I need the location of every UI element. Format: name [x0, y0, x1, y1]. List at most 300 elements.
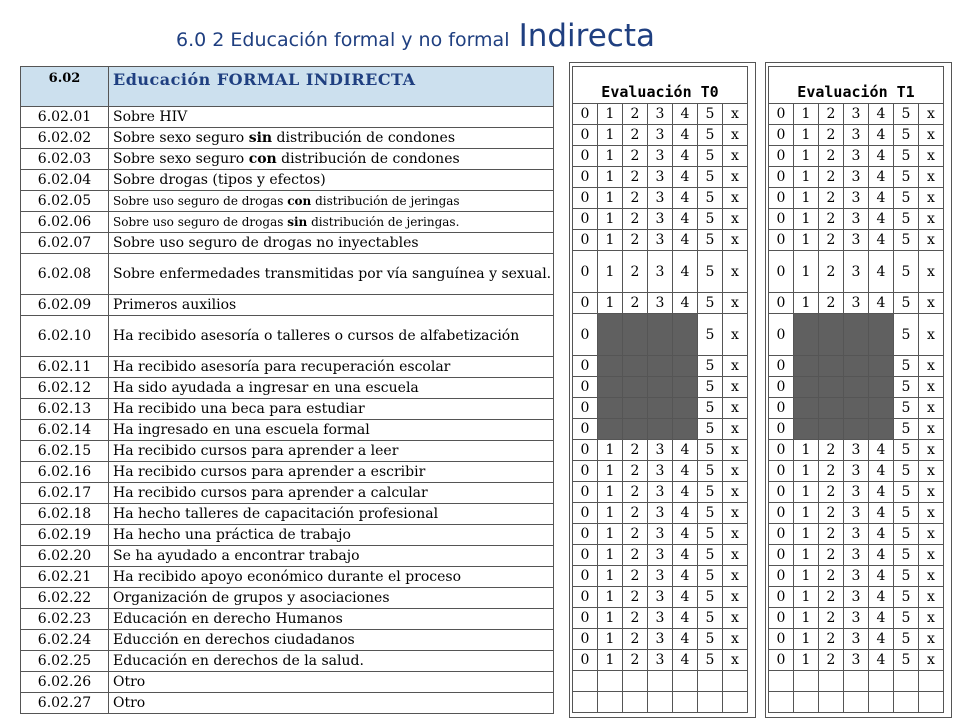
score-option[interactable]: 4 [869, 125, 894, 146]
score-option[interactable]: 2 [819, 587, 844, 608]
score-option[interactable]: x [919, 230, 944, 251]
score-option[interactable]: 2 [819, 104, 844, 125]
score-option[interactable]: 1 [794, 230, 819, 251]
score-option[interactable]: 3 [844, 104, 869, 125]
score-option[interactable]: 2 [819, 524, 844, 545]
score-cell-empty[interactable] [769, 692, 794, 713]
score-option[interactable]: 4 [869, 230, 894, 251]
score-option[interactable]: 2 [623, 251, 648, 293]
score-option[interactable]: 3 [844, 608, 869, 629]
score-option[interactable]: 4 [869, 104, 894, 125]
score-option[interactable]: 0 [769, 167, 794, 188]
score-option[interactable]: 1 [794, 482, 819, 503]
score-option[interactable]: 0 [769, 356, 794, 377]
score-cell-empty[interactable] [648, 671, 673, 692]
score-cell-empty[interactable] [598, 692, 623, 713]
score-option[interactable]: x [723, 650, 748, 671]
score-option[interactable]: 3 [648, 188, 673, 209]
score-option[interactable]: 4 [673, 503, 698, 524]
score-option[interactable]: x [919, 125, 944, 146]
score-cell-empty[interactable] [698, 692, 723, 713]
score-option[interactable]: 0 [769, 419, 794, 440]
score-option[interactable]: x [723, 545, 748, 566]
score-option[interactable]: x [723, 440, 748, 461]
score-cell-empty[interactable] [919, 692, 944, 713]
score-option[interactable]: 1 [598, 167, 623, 188]
score-option[interactable]: 1 [598, 482, 623, 503]
score-option[interactable]: x [723, 293, 748, 314]
score-option[interactable]: 4 [869, 167, 894, 188]
score-cell-empty[interactable] [794, 692, 819, 713]
score-cell-empty[interactable] [573, 692, 598, 713]
score-option[interactable]: 5 [698, 587, 723, 608]
score-option[interactable]: 5 [894, 566, 919, 587]
score-option[interactable]: 2 [819, 503, 844, 524]
score-option[interactable]: 0 [769, 209, 794, 230]
score-option[interactable]: 5 [698, 608, 723, 629]
score-option[interactable]: 0 [573, 146, 598, 167]
score-option[interactable]: 4 [869, 650, 894, 671]
score-option[interactable]: x [723, 398, 748, 419]
score-option[interactable]: x [919, 146, 944, 167]
score-option[interactable]: 5 [894, 356, 919, 377]
score-option[interactable]: 3 [648, 608, 673, 629]
score-option[interactable]: 2 [819, 650, 844, 671]
score-option[interactable]: 2 [819, 167, 844, 188]
score-option[interactable]: x [723, 503, 748, 524]
score-option[interactable]: x [723, 125, 748, 146]
score-option[interactable]: 2 [623, 629, 648, 650]
score-cell-empty[interactable] [869, 671, 894, 692]
score-option[interactable]: 0 [573, 419, 598, 440]
score-option[interactable]: 4 [673, 608, 698, 629]
score-option[interactable]: 1 [794, 524, 819, 545]
score-option[interactable]: 5 [698, 461, 723, 482]
score-option[interactable]: 2 [819, 461, 844, 482]
score-option[interactable]: 0 [769, 377, 794, 398]
score-option[interactable]: 0 [573, 629, 598, 650]
score-option[interactable]: 5 [698, 314, 723, 356]
score-option[interactable]: 3 [648, 566, 673, 587]
score-option[interactable]: 5 [698, 566, 723, 587]
score-option[interactable]: x [919, 524, 944, 545]
score-option[interactable]: 5 [698, 650, 723, 671]
score-option[interactable]: 2 [819, 440, 844, 461]
score-option[interactable]: 1 [598, 587, 623, 608]
score-option[interactable]: 0 [573, 503, 598, 524]
score-option[interactable]: x [723, 230, 748, 251]
score-option[interactable]: 0 [769, 503, 794, 524]
score-option[interactable]: 3 [648, 209, 673, 230]
score-option[interactable]: 2 [819, 566, 844, 587]
score-option[interactable]: 1 [794, 608, 819, 629]
score-cell-empty[interactable] [598, 671, 623, 692]
score-option[interactable]: 4 [673, 545, 698, 566]
score-option[interactable]: 5 [698, 230, 723, 251]
score-cell-empty[interactable] [673, 692, 698, 713]
score-option[interactable]: 3 [648, 650, 673, 671]
score-option[interactable]: 5 [894, 293, 919, 314]
score-option[interactable]: 0 [769, 230, 794, 251]
score-option[interactable]: 4 [869, 188, 894, 209]
score-cell-empty[interactable] [819, 671, 844, 692]
score-option[interactable]: 5 [894, 314, 919, 356]
score-option[interactable]: 5 [894, 629, 919, 650]
score-option[interactable]: 3 [844, 650, 869, 671]
score-option[interactable]: 3 [844, 293, 869, 314]
score-option[interactable]: 2 [623, 545, 648, 566]
score-option[interactable]: 4 [869, 209, 894, 230]
score-option[interactable]: 3 [648, 251, 673, 293]
score-option[interactable]: x [919, 314, 944, 356]
score-option[interactable]: 3 [844, 251, 869, 293]
score-option[interactable]: 1 [794, 440, 819, 461]
score-option[interactable]: 4 [673, 188, 698, 209]
score-option[interactable]: 5 [698, 104, 723, 125]
score-option[interactable]: 4 [673, 209, 698, 230]
score-option[interactable]: 2 [623, 167, 648, 188]
score-option[interactable]: x [919, 251, 944, 293]
score-option[interactable]: 2 [819, 251, 844, 293]
score-option[interactable]: 0 [573, 167, 598, 188]
score-option[interactable]: 3 [648, 482, 673, 503]
score-option[interactable]: 5 [894, 125, 919, 146]
score-option[interactable]: 0 [573, 587, 598, 608]
score-option[interactable]: 1 [794, 251, 819, 293]
score-cell-empty[interactable] [844, 671, 869, 692]
score-option[interactable]: 1 [598, 104, 623, 125]
score-option[interactable]: 0 [769, 608, 794, 629]
score-option[interactable]: 2 [819, 125, 844, 146]
score-option[interactable]: 4 [673, 566, 698, 587]
score-cell-empty[interactable] [648, 692, 673, 713]
score-option[interactable]: 3 [648, 629, 673, 650]
score-option[interactable]: 5 [894, 650, 919, 671]
score-option[interactable]: x [723, 251, 748, 293]
score-option[interactable]: 3 [648, 146, 673, 167]
score-option[interactable]: 0 [769, 461, 794, 482]
score-option[interactable]: 0 [573, 608, 598, 629]
score-option[interactable]: 3 [648, 545, 673, 566]
score-option[interactable]: x [723, 461, 748, 482]
score-option[interactable]: 5 [894, 587, 919, 608]
score-option[interactable]: 1 [794, 461, 819, 482]
score-option[interactable]: 5 [894, 377, 919, 398]
score-option[interactable]: 0 [769, 398, 794, 419]
score-option[interactable]: 4 [869, 587, 894, 608]
score-option[interactable]: 1 [794, 125, 819, 146]
score-option[interactable]: 0 [573, 461, 598, 482]
score-option[interactable]: 0 [573, 377, 598, 398]
score-option[interactable]: 2 [623, 209, 648, 230]
score-option[interactable]: 4 [673, 230, 698, 251]
score-option[interactable]: x [919, 566, 944, 587]
score-option[interactable]: 3 [844, 209, 869, 230]
score-option[interactable]: x [919, 608, 944, 629]
score-option[interactable]: x [723, 608, 748, 629]
score-option[interactable]: 0 [573, 482, 598, 503]
score-option[interactable]: 0 [769, 125, 794, 146]
score-option[interactable]: 1 [794, 587, 819, 608]
score-option[interactable]: 2 [623, 146, 648, 167]
score-option[interactable]: 0 [573, 314, 598, 356]
score-cell-empty[interactable] [869, 692, 894, 713]
score-option[interactable]: 4 [673, 650, 698, 671]
score-option[interactable]: 5 [698, 524, 723, 545]
score-option[interactable]: x [919, 629, 944, 650]
score-option[interactable]: 2 [623, 503, 648, 524]
score-option[interactable]: 5 [894, 398, 919, 419]
score-option[interactable]: 1 [598, 251, 623, 293]
score-option[interactable]: 1 [598, 230, 623, 251]
score-option[interactable]: 1 [794, 167, 819, 188]
score-option[interactable]: 4 [673, 587, 698, 608]
score-option[interactable]: x [723, 377, 748, 398]
score-cell-empty[interactable] [623, 671, 648, 692]
score-option[interactable]: 0 [769, 566, 794, 587]
score-option[interactable]: 5 [698, 440, 723, 461]
score-option[interactable]: 3 [844, 440, 869, 461]
score-option[interactable]: 0 [769, 251, 794, 293]
score-option[interactable]: 0 [573, 356, 598, 377]
score-option[interactable]: x [723, 167, 748, 188]
score-option[interactable]: 1 [794, 209, 819, 230]
score-option[interactable]: 1 [598, 629, 623, 650]
score-option[interactable]: 3 [844, 461, 869, 482]
score-option[interactable]: 5 [698, 503, 723, 524]
score-option[interactable]: 4 [673, 524, 698, 545]
score-option[interactable]: x [919, 419, 944, 440]
score-option[interactable]: 3 [648, 230, 673, 251]
score-option[interactable]: 5 [894, 188, 919, 209]
score-option[interactable]: 4 [869, 482, 894, 503]
score-option[interactable]: 3 [844, 524, 869, 545]
score-option[interactable]: x [919, 545, 944, 566]
score-option[interactable]: 4 [869, 566, 894, 587]
score-cell-empty[interactable] [769, 671, 794, 692]
score-option[interactable]: 2 [623, 125, 648, 146]
score-option[interactable]: 3 [844, 482, 869, 503]
score-option[interactable]: 1 [598, 209, 623, 230]
score-option[interactable]: 1 [794, 188, 819, 209]
score-option[interactable]: 4 [673, 125, 698, 146]
score-option[interactable]: 5 [894, 461, 919, 482]
score-option[interactable]: 2 [819, 230, 844, 251]
score-option[interactable]: 4 [673, 293, 698, 314]
score-option[interactable]: 3 [648, 503, 673, 524]
score-option[interactable]: 1 [598, 461, 623, 482]
score-option[interactable]: 5 [698, 293, 723, 314]
score-option[interactable]: 4 [869, 440, 894, 461]
score-option[interactable]: 5 [698, 545, 723, 566]
score-option[interactable]: 5 [894, 230, 919, 251]
score-option[interactable]: 5 [894, 167, 919, 188]
score-option[interactable]: 0 [769, 545, 794, 566]
score-option[interactable]: 2 [623, 566, 648, 587]
score-option[interactable]: 5 [698, 419, 723, 440]
score-option[interactable]: 0 [573, 293, 598, 314]
score-option[interactable]: 2 [819, 293, 844, 314]
score-option[interactable]: 3 [648, 104, 673, 125]
score-option[interactable]: 1 [794, 545, 819, 566]
score-option[interactable]: x [919, 461, 944, 482]
score-option[interactable]: 2 [623, 461, 648, 482]
score-option[interactable]: 0 [573, 104, 598, 125]
score-option[interactable]: 3 [844, 230, 869, 251]
score-option[interactable]: 3 [844, 587, 869, 608]
score-option[interactable]: 1 [794, 293, 819, 314]
score-option[interactable]: 0 [573, 125, 598, 146]
score-cell-empty[interactable] [819, 692, 844, 713]
score-option[interactable]: 5 [698, 482, 723, 503]
score-option[interactable]: 1 [794, 146, 819, 167]
score-option[interactable]: 1 [598, 440, 623, 461]
score-option[interactable]: 5 [894, 503, 919, 524]
score-option[interactable]: 5 [894, 209, 919, 230]
score-option[interactable]: 0 [769, 440, 794, 461]
score-option[interactable]: 2 [819, 146, 844, 167]
score-option[interactable]: 2 [623, 230, 648, 251]
score-option[interactable]: x [723, 104, 748, 125]
score-option[interactable]: 3 [844, 566, 869, 587]
score-option[interactable]: 0 [573, 524, 598, 545]
score-option[interactable]: 2 [623, 440, 648, 461]
score-option[interactable]: x [723, 356, 748, 377]
score-option[interactable]: 4 [673, 104, 698, 125]
score-option[interactable]: 0 [769, 482, 794, 503]
score-option[interactable]: x [723, 524, 748, 545]
score-option[interactable]: x [723, 209, 748, 230]
score-option[interactable]: x [919, 650, 944, 671]
score-option[interactable]: 0 [769, 188, 794, 209]
score-option[interactable]: 0 [769, 629, 794, 650]
score-option[interactable]: 0 [573, 251, 598, 293]
score-option[interactable]: 1 [794, 104, 819, 125]
score-option[interactable]: x [919, 587, 944, 608]
score-option[interactable]: 1 [598, 566, 623, 587]
score-option[interactable]: 5 [698, 188, 723, 209]
score-option[interactable]: 5 [698, 629, 723, 650]
score-option[interactable]: x [723, 482, 748, 503]
score-option[interactable]: 4 [673, 440, 698, 461]
score-option[interactable]: 3 [648, 167, 673, 188]
score-option[interactable]: 0 [769, 293, 794, 314]
score-option[interactable]: 4 [869, 461, 894, 482]
score-option[interactable]: 3 [844, 167, 869, 188]
score-option[interactable]: 4 [673, 146, 698, 167]
score-option[interactable]: x [919, 503, 944, 524]
score-option[interactable]: 5 [698, 356, 723, 377]
score-option[interactable]: x [723, 314, 748, 356]
score-option[interactable]: 1 [598, 545, 623, 566]
score-option[interactable]: 4 [673, 461, 698, 482]
score-option[interactable]: 0 [769, 146, 794, 167]
score-option[interactable]: 0 [573, 440, 598, 461]
score-option[interactable]: 5 [698, 146, 723, 167]
score-option[interactable]: 5 [894, 146, 919, 167]
score-option[interactable]: 2 [819, 482, 844, 503]
score-option[interactable]: 3 [648, 524, 673, 545]
score-option[interactable]: 1 [598, 293, 623, 314]
score-option[interactable]: 2 [819, 545, 844, 566]
score-option[interactable]: 0 [769, 314, 794, 356]
score-option[interactable]: 3 [648, 461, 673, 482]
score-cell-empty[interactable] [698, 671, 723, 692]
score-option[interactable]: 1 [794, 503, 819, 524]
score-cell-empty[interactable] [723, 692, 748, 713]
score-cell-empty[interactable] [794, 671, 819, 692]
score-option[interactable]: 4 [869, 503, 894, 524]
score-option[interactable]: 3 [648, 125, 673, 146]
score-option[interactable]: x [919, 167, 944, 188]
score-option[interactable]: 2 [623, 650, 648, 671]
score-option[interactable]: 5 [698, 251, 723, 293]
score-option[interactable]: 5 [894, 104, 919, 125]
score-option[interactable]: 0 [769, 104, 794, 125]
score-cell-empty[interactable] [673, 671, 698, 692]
score-option[interactable]: 3 [844, 545, 869, 566]
score-option[interactable]: x [723, 419, 748, 440]
score-option[interactable]: 2 [623, 587, 648, 608]
score-option[interactable]: 1 [598, 650, 623, 671]
score-option[interactable]: 2 [819, 629, 844, 650]
score-option[interactable]: 2 [623, 293, 648, 314]
score-option[interactable]: 5 [894, 608, 919, 629]
score-option[interactable]: x [723, 146, 748, 167]
score-option[interactable]: 1 [598, 188, 623, 209]
score-option[interactable]: 4 [869, 146, 894, 167]
score-cell-empty[interactable] [919, 671, 944, 692]
score-option[interactable]: 5 [698, 398, 723, 419]
score-option[interactable]: 4 [673, 629, 698, 650]
score-option[interactable]: 4 [673, 167, 698, 188]
score-cell-empty[interactable] [623, 692, 648, 713]
score-option[interactable]: 1 [794, 566, 819, 587]
score-option[interactable]: x [919, 356, 944, 377]
score-option[interactable]: 5 [698, 167, 723, 188]
score-cell-empty[interactable] [894, 671, 919, 692]
score-option[interactable]: 5 [894, 251, 919, 293]
score-option[interactable]: 3 [844, 188, 869, 209]
score-option[interactable]: 4 [673, 251, 698, 293]
score-option[interactable]: 5 [894, 524, 919, 545]
score-option[interactable]: 0 [573, 566, 598, 587]
score-option[interactable]: 4 [869, 629, 894, 650]
score-cell-empty[interactable] [844, 692, 869, 713]
score-option[interactable]: 1 [794, 650, 819, 671]
score-option[interactable]: 2 [623, 188, 648, 209]
score-option[interactable]: 0 [573, 650, 598, 671]
score-option[interactable]: x [919, 398, 944, 419]
score-option[interactable]: x [919, 293, 944, 314]
score-option[interactable]: 0 [573, 230, 598, 251]
score-option[interactable]: x [723, 629, 748, 650]
score-cell-empty[interactable] [723, 671, 748, 692]
score-option[interactable]: x [919, 440, 944, 461]
score-option[interactable]: 5 [698, 125, 723, 146]
score-option[interactable]: 0 [769, 650, 794, 671]
score-option[interactable]: 3 [648, 587, 673, 608]
score-option[interactable]: 1 [598, 503, 623, 524]
score-cell-empty[interactable] [894, 692, 919, 713]
score-option[interactable]: x [723, 566, 748, 587]
score-option[interactable]: 5 [894, 440, 919, 461]
score-option[interactable]: 0 [769, 587, 794, 608]
score-option[interactable]: 1 [794, 629, 819, 650]
score-option[interactable]: x [919, 482, 944, 503]
score-option[interactable]: x [723, 587, 748, 608]
score-option[interactable]: 2 [819, 209, 844, 230]
